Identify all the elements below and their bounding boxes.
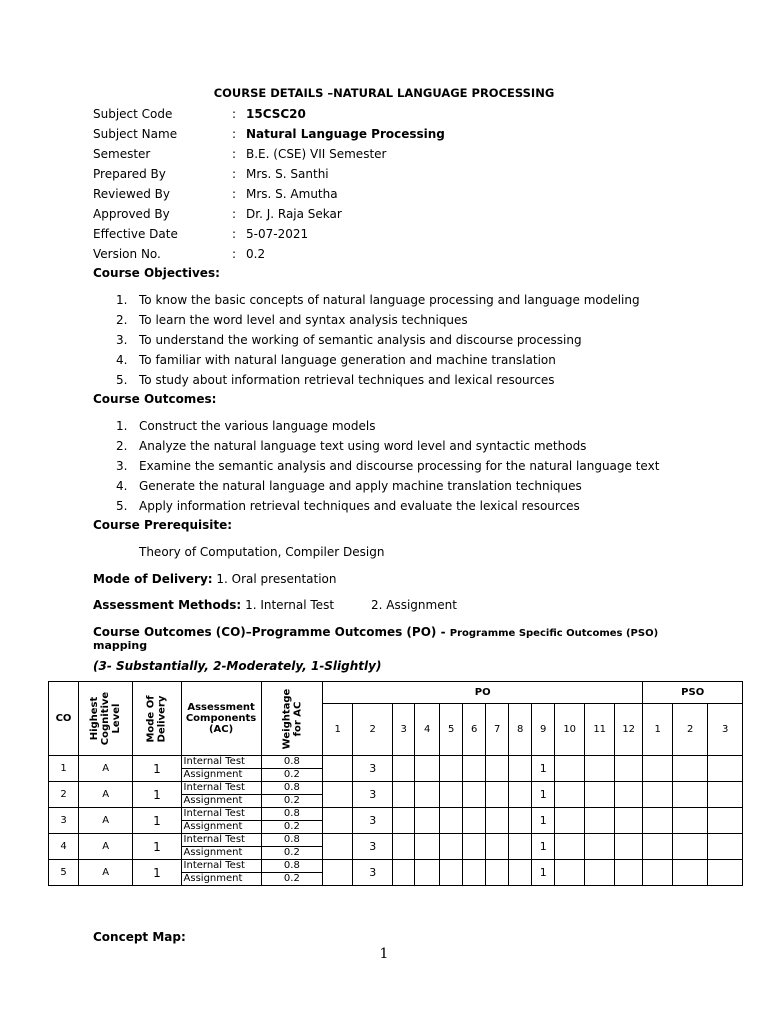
header-mode	[133, 682, 181, 756]
po-cell	[486, 756, 509, 782]
po-cell	[323, 834, 353, 860]
po-cell	[463, 860, 486, 886]
weight-cell: 0.2	[261, 821, 323, 834]
detail-colon: :	[232, 247, 237, 261]
po-cell: 1	[532, 860, 555, 886]
po-cell	[555, 782, 585, 808]
header-mode-line2: Delivery	[156, 695, 168, 742]
page-number: 1	[379, 946, 389, 962]
po-cell: 1	[532, 782, 555, 808]
po-cell	[615, 808, 643, 834]
po-cell	[393, 808, 415, 834]
po-cell	[509, 860, 532, 886]
detail-value: Mrs. S. Santhi	[246, 167, 329, 181]
pso-cell	[673, 834, 708, 860]
pso-cell	[708, 782, 743, 808]
po-cell	[440, 782, 463, 808]
header-mode-line1: Mode Of	[145, 694, 157, 743]
table-row	[49, 808, 743, 821]
po-cell	[463, 834, 486, 860]
co-cell: 3	[49, 808, 79, 834]
objectives-heading: Course Objectives:	[93, 266, 220, 280]
po-cell	[463, 808, 486, 834]
header-ac-line1: Assessment	[187, 702, 255, 713]
list-text: To learn the word level and syntax analysis techniques	[139, 313, 468, 327]
po-number: 3	[393, 704, 415, 756]
po-cell: 3	[353, 808, 393, 834]
ac-cell: Internal Test	[181, 782, 261, 795]
po-cell	[555, 808, 585, 834]
list-text: Construct the various language models	[139, 419, 376, 433]
detail-value: Mrs. S. Amutha	[246, 187, 338, 201]
weight-cell: 0.8	[261, 756, 323, 769]
header-level-line2: Cognitive	[100, 691, 112, 746]
table-row	[49, 782, 743, 795]
detail-value: 0.2	[246, 247, 266, 261]
list-number: 2.	[116, 439, 128, 453]
detail-value: B.E. (CSE) VII Semester	[246, 147, 387, 161]
list-number: 4.	[116, 479, 128, 493]
header-co: CO	[49, 682, 79, 756]
header-level-line1: Highest	[89, 696, 101, 741]
list-text: Generate the natural language and apply machine translation techniques	[139, 479, 582, 493]
detail-label: Effective Date	[93, 227, 178, 241]
header-weightage-line2: for AC	[291, 701, 303, 736]
ac-cell: Internal Test	[181, 808, 261, 821]
weight-cell: 0.8	[261, 860, 323, 873]
list-text: Apply information retrieval techniques and evaluate the lexical resources	[139, 499, 580, 513]
ac-cell: Assignment	[181, 847, 261, 860]
assessment-line	[93, 598, 334, 612]
header-ac-line3: (AC)	[208, 724, 234, 735]
po-cell	[323, 782, 353, 808]
pso-cell	[708, 808, 743, 834]
detail-value: Natural Language Processing	[246, 127, 445, 141]
detail-colon: :	[232, 167, 237, 181]
mapping-heading-main: Course Outcomes (CO)–Programme Outcomes (PO) -	[93, 625, 446, 639]
po-number: 8	[509, 704, 532, 756]
table-row	[49, 860, 743, 873]
table-row	[49, 834, 743, 847]
level-cell: A	[79, 808, 133, 834]
pso-cell	[643, 808, 673, 834]
level-cell: A	[79, 782, 133, 808]
mapping-heading-tail: mapping	[93, 639, 148, 652]
pso-cell	[708, 834, 743, 860]
list-number: 1.	[116, 419, 128, 433]
po-cell: 3	[353, 834, 393, 860]
assessment-item-2: 2. Assignment	[371, 598, 457, 612]
po-cell	[440, 756, 463, 782]
co-table-body	[49, 756, 743, 886]
list-number: 1.	[116, 293, 128, 307]
pso-number: 2	[673, 704, 708, 756]
po-cell	[615, 860, 643, 886]
po-cell	[486, 808, 509, 834]
pso-cell	[643, 782, 673, 808]
ac-cell: Assignment	[181, 769, 261, 782]
weight-cell: 0.2	[261, 847, 323, 860]
weight-cell: 0.8	[261, 782, 323, 795]
po-cell	[415, 756, 440, 782]
weight-cell: 0.8	[261, 808, 323, 821]
po-cell	[509, 782, 532, 808]
po-cell	[393, 860, 415, 886]
po-cell: 3	[353, 860, 393, 886]
co-cell: 4	[49, 834, 79, 860]
list-number: 5.	[116, 373, 128, 387]
pso-cell	[673, 756, 708, 782]
list-number: 5.	[116, 499, 128, 513]
list-text: Analyze the natural language text using word level and syntactic methods	[139, 439, 587, 453]
po-number: 9	[532, 704, 555, 756]
po-cell: 1	[532, 834, 555, 860]
po-cell	[463, 782, 486, 808]
header-weightage	[261, 682, 323, 756]
weight-cell: 0.8	[261, 834, 323, 847]
po-number: 11	[585, 704, 615, 756]
delivery-line	[93, 572, 337, 586]
ac-cell: Internal Test	[181, 860, 261, 873]
po-number: 6	[463, 704, 486, 756]
list-text: To study about information retrieval techniques and lexical resources	[139, 373, 555, 387]
po-cell	[415, 834, 440, 860]
detail-label: Subject Code	[93, 107, 173, 121]
ac-cell: Assignment	[181, 873, 261, 886]
po-cell	[509, 756, 532, 782]
po-cell	[555, 834, 585, 860]
mode-cell: 1	[133, 808, 181, 834]
header-level-line3: Level	[111, 703, 123, 734]
mode-cell: 1	[133, 756, 181, 782]
detail-colon: :	[232, 227, 237, 241]
po-cell	[585, 808, 615, 834]
co-cell: 1	[49, 756, 79, 782]
detail-value: Dr. J. Raja Sekar	[246, 207, 342, 221]
header-weightage-text	[281, 688, 303, 749]
mode-cell: 1	[133, 782, 181, 808]
mapping-heading-small: Programme Specific Outcomes (PSO)	[449, 628, 659, 639]
list-number: 2.	[116, 313, 128, 327]
po-cell	[615, 756, 643, 782]
pso-cell	[673, 808, 708, 834]
po-cell	[509, 808, 532, 834]
po-cell	[615, 782, 643, 808]
header-weightage-line1: Weightage	[280, 688, 292, 749]
po-cell	[615, 834, 643, 860]
pso-cell	[643, 834, 673, 860]
table-row	[49, 756, 743, 769]
po-cell	[585, 782, 615, 808]
po-cell	[323, 756, 353, 782]
list-number: 3.	[116, 459, 128, 473]
po-cell	[440, 834, 463, 860]
ac-cell: Internal Test	[181, 834, 261, 847]
page-title: COURSE DETAILS –NATURAL LANGUAGE PROCESSING	[213, 86, 555, 100]
header-level	[79, 682, 133, 756]
pso-cell	[643, 860, 673, 886]
po-cell	[440, 808, 463, 834]
po-number: 7	[486, 704, 509, 756]
pso-cell	[673, 782, 708, 808]
ac-cell: Assignment	[181, 795, 261, 808]
pso-number: 1	[643, 704, 673, 756]
po-cell	[393, 756, 415, 782]
delivery-label: Mode of Delivery:	[93, 572, 213, 586]
po-cell	[585, 860, 615, 886]
co-po-mapping-table	[48, 681, 743, 886]
list-number: 4.	[116, 353, 128, 367]
po-cell	[393, 834, 415, 860]
po-number: 4	[415, 704, 440, 756]
po-cell	[415, 808, 440, 834]
mapping-heading	[93, 625, 658, 639]
po-cell	[486, 860, 509, 886]
po-number: 5	[440, 704, 463, 756]
po-cell	[486, 834, 509, 860]
pso-cell	[708, 860, 743, 886]
header-ac-line2: Components	[185, 713, 257, 724]
detail-label: Semester	[93, 147, 151, 161]
list-text: To understand the working of semantic analysis and discourse processing	[139, 333, 582, 347]
po-number: 1	[323, 704, 353, 756]
detail-label: Prepared By	[93, 167, 166, 181]
detail-colon: :	[232, 127, 237, 141]
po-cell	[585, 834, 615, 860]
header-ac	[181, 682, 261, 756]
po-number: 12	[615, 704, 643, 756]
weight-cell: 0.2	[261, 769, 323, 782]
pso-cell	[643, 756, 673, 782]
detail-label: Approved By	[93, 207, 170, 221]
po-cell	[555, 756, 585, 782]
assessment-item-1: 1. Internal Test	[245, 598, 335, 612]
detail-label: Version No.	[93, 247, 161, 261]
header-po: PO	[323, 682, 643, 704]
list-text: Examine the semantic analysis and discourse processing for the natural language text	[139, 459, 660, 473]
co-cell: 5	[49, 860, 79, 886]
detail-value: 5-07-2021	[246, 227, 309, 241]
po-cell	[323, 808, 353, 834]
po-number: 10	[555, 704, 585, 756]
co-cell: 2	[49, 782, 79, 808]
detail-value: 15CSC20	[246, 107, 306, 121]
po-cell: 1	[532, 756, 555, 782]
po-cell	[463, 756, 486, 782]
prerequisite-heading: Course Prerequisite:	[93, 518, 233, 532]
mapping-scale: (3- Substantially, 2-Moderately, 1-Slightly)	[93, 659, 382, 673]
detail-colon: :	[232, 107, 237, 121]
po-cell	[486, 782, 509, 808]
header-mode-text	[146, 695, 168, 742]
po-cell	[585, 756, 615, 782]
po-cell: 3	[353, 756, 393, 782]
list-text: To know the basic concepts of natural language processing and language modeling	[139, 293, 640, 307]
level-cell: A	[79, 860, 133, 886]
ac-cell: Internal Test	[181, 756, 261, 769]
po-cell: 1	[532, 808, 555, 834]
ac-cell: Assignment	[181, 821, 261, 834]
po-cell	[323, 860, 353, 886]
mode-cell: 1	[133, 860, 181, 886]
delivery-text: 1. Oral presentation	[216, 572, 337, 586]
pso-cell	[708, 756, 743, 782]
po-number: 2	[353, 704, 393, 756]
po-cell	[440, 860, 463, 886]
pso-number: 3	[708, 704, 743, 756]
list-number: 3.	[116, 333, 128, 347]
po-cell: 3	[353, 782, 393, 808]
weight-cell: 0.2	[261, 873, 323, 886]
mode-cell: 1	[133, 834, 181, 860]
po-cell	[555, 860, 585, 886]
po-cell	[415, 782, 440, 808]
level-cell: A	[79, 834, 133, 860]
po-cell	[509, 834, 532, 860]
outcomes-heading: Course Outcomes:	[93, 392, 217, 406]
po-cell	[415, 860, 440, 886]
list-text: To familiar with natural language generation and machine translation	[139, 353, 556, 367]
concept-map-heading: Concept Map:	[93, 930, 186, 944]
header-level-text	[89, 692, 122, 745]
detail-colon: :	[232, 207, 237, 221]
level-cell: A	[79, 756, 133, 782]
weight-cell: 0.2	[261, 795, 323, 808]
header-pso: PSO	[643, 682, 743, 704]
pso-cell	[673, 860, 708, 886]
detail-colon: :	[232, 147, 237, 161]
po-cell	[393, 782, 415, 808]
prerequisite-text: Theory of Computation, Compiler Design	[139, 545, 385, 559]
detail-label: Reviewed By	[93, 187, 170, 201]
assessment-label: Assessment Methods:	[93, 598, 242, 612]
detail-colon: :	[232, 187, 237, 201]
detail-label: Subject Name	[93, 127, 178, 141]
